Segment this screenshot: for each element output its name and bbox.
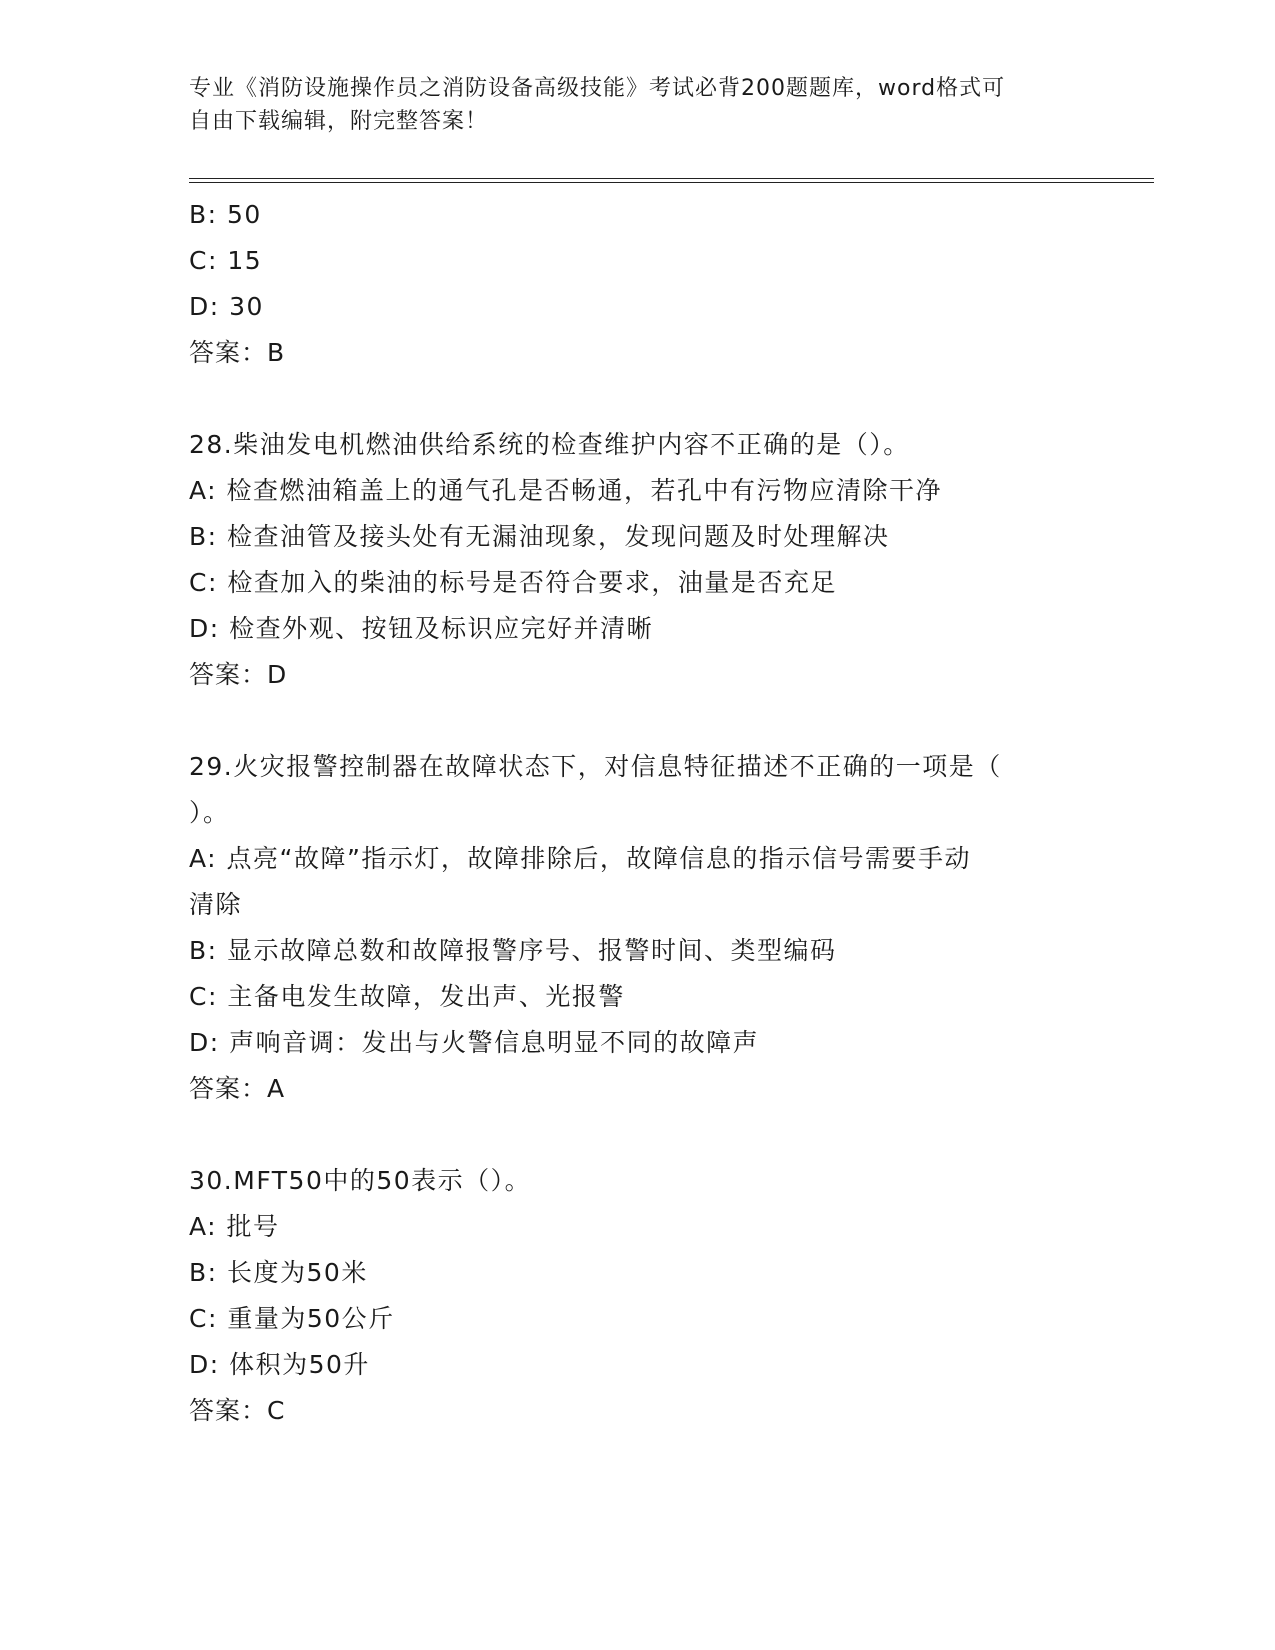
option-c: C: 主备电发生故障，发出声、光报警	[189, 982, 625, 1011]
option-c: C: 重量为50公斤	[189, 1304, 395, 1333]
spacer	[189, 1112, 1089, 1158]
option-a: A: 批号	[189, 1212, 280, 1241]
question-block-27	[189, 192, 1089, 376]
header-line-2: 自由下载编辑，附完整答案！	[189, 109, 489, 134]
header-line-1: 专业《消防设施操作员之消防设备高级技能》考试必背200题题库，word格式可	[189, 76, 1006, 101]
question-stem-continued: ）。	[189, 798, 230, 827]
spacer	[189, 376, 1089, 422]
option-c: C: 检查加入的柴油的标号是否符合要求，油量是否充足	[189, 568, 837, 597]
option-d: D: 声响音调：发出与火警信息明显不同的故障声	[189, 1028, 760, 1057]
option-a: A: 点亮“故障”指示灯，故障排除后，故障信息的指示信号需要手动	[189, 844, 971, 873]
spacer	[189, 698, 1089, 744]
option-c: C: 15	[189, 246, 263, 275]
option-d: D: 30	[189, 292, 264, 321]
option-d: D: 体积为50升	[189, 1350, 370, 1379]
question-block-30	[189, 1158, 1089, 1434]
question-stem: 29.火灾报警控制器在故障状态下，对信息特征描述不正确的一项是（	[189, 752, 1002, 781]
answer-line: 答案：B	[189, 338, 286, 367]
question-stem: 28.柴油发电机燃油供给系统的检查维护内容不正确的是（）。	[189, 430, 910, 459]
question-list	[189, 192, 1089, 1434]
option-d: D: 检查外观、按钮及标识应完好并清晰	[189, 614, 654, 643]
option-b: B: 检查油管及接头处有无漏油现象，发现问题及时处理解决	[189, 522, 890, 551]
option-a: A: 检查燃油箱盖上的通气孔是否畅通，若孔中有污物应清除干净	[189, 476, 943, 505]
header-divider	[189, 178, 1154, 183]
question-block-29	[189, 744, 1089, 1112]
question-block-28	[189, 422, 1089, 698]
option-b: B: 50	[189, 200, 262, 229]
answer-line: 答案：D	[189, 660, 288, 689]
answer-line: 答案：A	[189, 1074, 286, 1103]
option-a-continued: 清除	[189, 890, 243, 919]
question-stem: 30.MFT50中的50表示（）。	[189, 1166, 532, 1195]
option-b: B: 长度为50米	[189, 1258, 368, 1287]
answer-line: 答案：C	[189, 1396, 286, 1425]
option-b: B: 显示故障总数和故障报警序号、报警时间、类型编码	[189, 936, 837, 965]
document-header	[189, 72, 1069, 138]
